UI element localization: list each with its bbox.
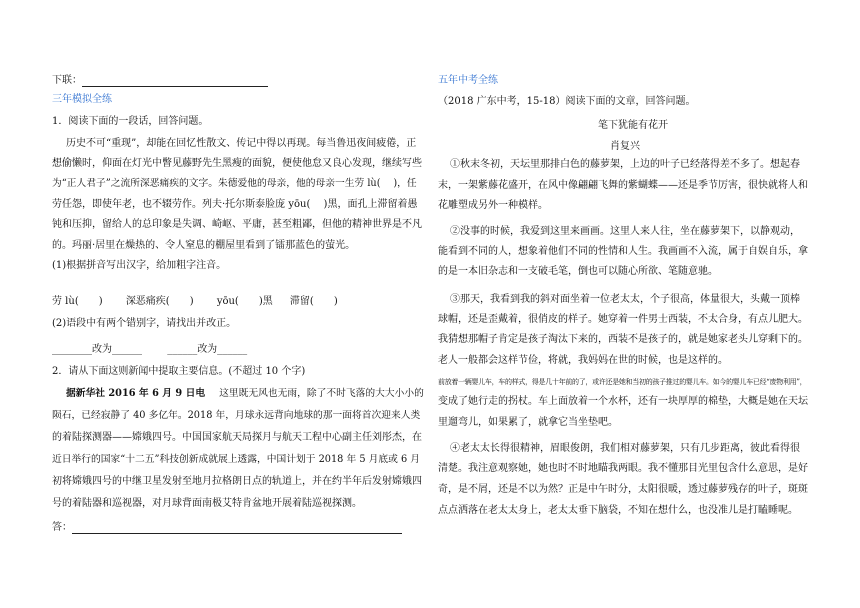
- news-first-line: [66, 388, 424, 400]
- passage-line: 劳任怨，即使年老，也不辍劳作。列夫·托尔斯泰脸庞 yōu( )黑，面孔上滞留着愚: [52, 199, 418, 210]
- answer-line: [52, 522, 402, 534]
- article-line: 我猜想那帽子肯定是孩子淘汰下来的，西装不是孩子的，就是她家老头儿穿剩下的。: [438, 334, 808, 345]
- news-line: 号的着陆器和巡视器，对月球背面南极艾特肯盆地开展着陆巡视探测。: [52, 498, 362, 509]
- news-line: 陨石，已经寂静了 40 多亿年。2018 年，月球永远背向地球的那一面将首次迎来人类: [52, 410, 421, 421]
- article-line: 清楚。我注意观察她，她也时不时地瞄我两眼。我不懂那目光里包含什么意思，是好: [438, 463, 808, 474]
- article-author: 肖复兴: [610, 141, 640, 152]
- article-line: ②没事的时候，我爱到这里来画画。这里人来人往，坐在藤萝架下，以静观动，: [450, 226, 800, 237]
- section-title-exam: 五年中考全练: [438, 75, 498, 86]
- news-line: 的着陆探测器——嫦娥四号。中国国家航天局探月与航天工程中心副主任刘彤杰，在: [52, 432, 422, 443]
- correction-item[interactable]: ________改为______: [52, 344, 142, 355]
- article-line: 的是一本旧杂志和一支破毛笔，倒也可以随心所欲、笔随意驰。: [438, 266, 718, 277]
- article-line: ④老太太长得很精神，眉眼俊朗，我们相对藤萝架，只有几步距离，彼此看得很: [450, 443, 800, 454]
- article-line: 变成了她行走的拐杖。车上面放着一个水杯，还有一块厚厚的棉垫，大概是她在天坛: [438, 396, 808, 407]
- news-lead: 据新华社 2016 年 6 月 9 日电: [66, 388, 206, 399]
- article-line: 能看到不同的人，想象着他们不同的性情和人生。我画画不入流，属于自娱自乐，拿: [438, 246, 808, 257]
- correction-row: [52, 344, 247, 356]
- pinyin-item[interactable]: yōu( )黑: [216, 296, 273, 307]
- passage-line: 为“正人君子”之流所深恶痛疾的文字。朱德爱他的母亲，他的母亲一生劳 lù( )，任: [52, 178, 417, 189]
- article-line: ①秋末冬初，天坛里那排白色的藤萝架，上边的叶子已经落得差不多了。想起春: [450, 159, 800, 170]
- article-line: 老人一般都会这样节俭，将就，我妈妈在世的时候，也是这样的。: [438, 355, 728, 366]
- couplet-label: 下联：: [52, 75, 82, 86]
- section-title-mock: 三年模拟全练: [52, 94, 112, 105]
- passage-line: 钝和压抑，留给人的总印象是失调、崎岖、平庸，甚至粗鄙，但他的精神世界是不凡: [52, 219, 422, 230]
- article-line: 里遛弯儿，如果累了，就拿它当坐垫吧。: [438, 417, 618, 428]
- article-line: 末，一架紫藤花盛开，在风中像翩翩飞舞的紫蝴蝶——还是季节厉害，很快就将人和: [438, 180, 808, 191]
- passage-line: 的。玛丽·居里在燥热的、令人窒息的棚屋里看到了镭那蓝色的萤光。: [52, 240, 356, 251]
- article-line: 前放着一辆婴儿车，车的样式，得是几十年前的了，或许还是她和当初的孩子推过的婴儿车。如今的婴儿车已经“废物利用”，: [438, 378, 807, 386]
- answer-blank[interactable]: [72, 524, 402, 534]
- article-line: 球帽，还是歪戴着，很俏皮的样子。她穿着一件男士西装，不太合身，有点儿肥大。: [438, 314, 808, 325]
- passage-line: 历史不可“重现”，却能在回忆性散文、传记中得以再现。每当鲁迅夜间疲倦，正: [66, 138, 417, 149]
- pinyin-item[interactable]: 深恶痛疾( ): [125, 296, 194, 307]
- article-line: 奇，是不屑，还是不以为然？正是中午时分，太阳很暖，透过藤萝残存的叶子，斑斑: [438, 484, 808, 495]
- passage-line: 想偷懒时，仰面在灯光中瞥见藤野先生黑瘦的面貌，便使他怠又良心发现，继续写些: [52, 158, 422, 169]
- correction-item[interactable]: ______改为______: [167, 344, 248, 355]
- pinyin-row: [52, 296, 338, 308]
- couplet-answer-blank[interactable]: [82, 77, 268, 87]
- couplet-line: [52, 75, 268, 87]
- source-line: （2018 广东中考，15-18）阅读下面的文章，回答问题。: [438, 96, 696, 107]
- answer-label: 答：: [52, 522, 72, 533]
- article-line: 花雕塑成另外一种模样。: [438, 200, 548, 211]
- article-title: 笔下犹能有花开: [598, 120, 668, 131]
- news-line: 近日举行的国家“十二五”科技创新成就展上透露，中国计划于 2018 年 5 月底或 6 月: [52, 454, 421, 465]
- question-1-sub2: (2)语段中有两个错别字，请找出并改正。: [52, 318, 237, 329]
- question-1-sub1: (1)根据拼音写出汉字，给加粗字注音。: [52, 260, 227, 271]
- article-line: 点点洒落在老太太身上，老太太垂下脑袋，不知在想什么，也没准儿是打瞌睡呢。: [438, 505, 798, 516]
- question-1-intro: 1．阅读下面的一段话，回答问题。: [52, 116, 209, 127]
- news-line: 初将嫦娥四号的中继卫星发射至地月拉格朗日点的轨道上，并在约半年后发射嫦娥四: [52, 476, 422, 487]
- article-line: ③那天，我看到我的斜对面坐着一位老太太，个子很高，体量很大，头戴一顶棒: [450, 294, 800, 305]
- question-2-intro: 2．请从下面这则新闻中提取主要信息。(不超过 10 个字): [52, 366, 306, 377]
- pinyin-item[interactable]: 滞留( ): [289, 296, 338, 307]
- news-line: 这里既无风也无雨，除了不时飞落的大大小小的: [219, 388, 424, 399]
- pinyin-item[interactable]: 劳 lù( ): [52, 296, 103, 307]
